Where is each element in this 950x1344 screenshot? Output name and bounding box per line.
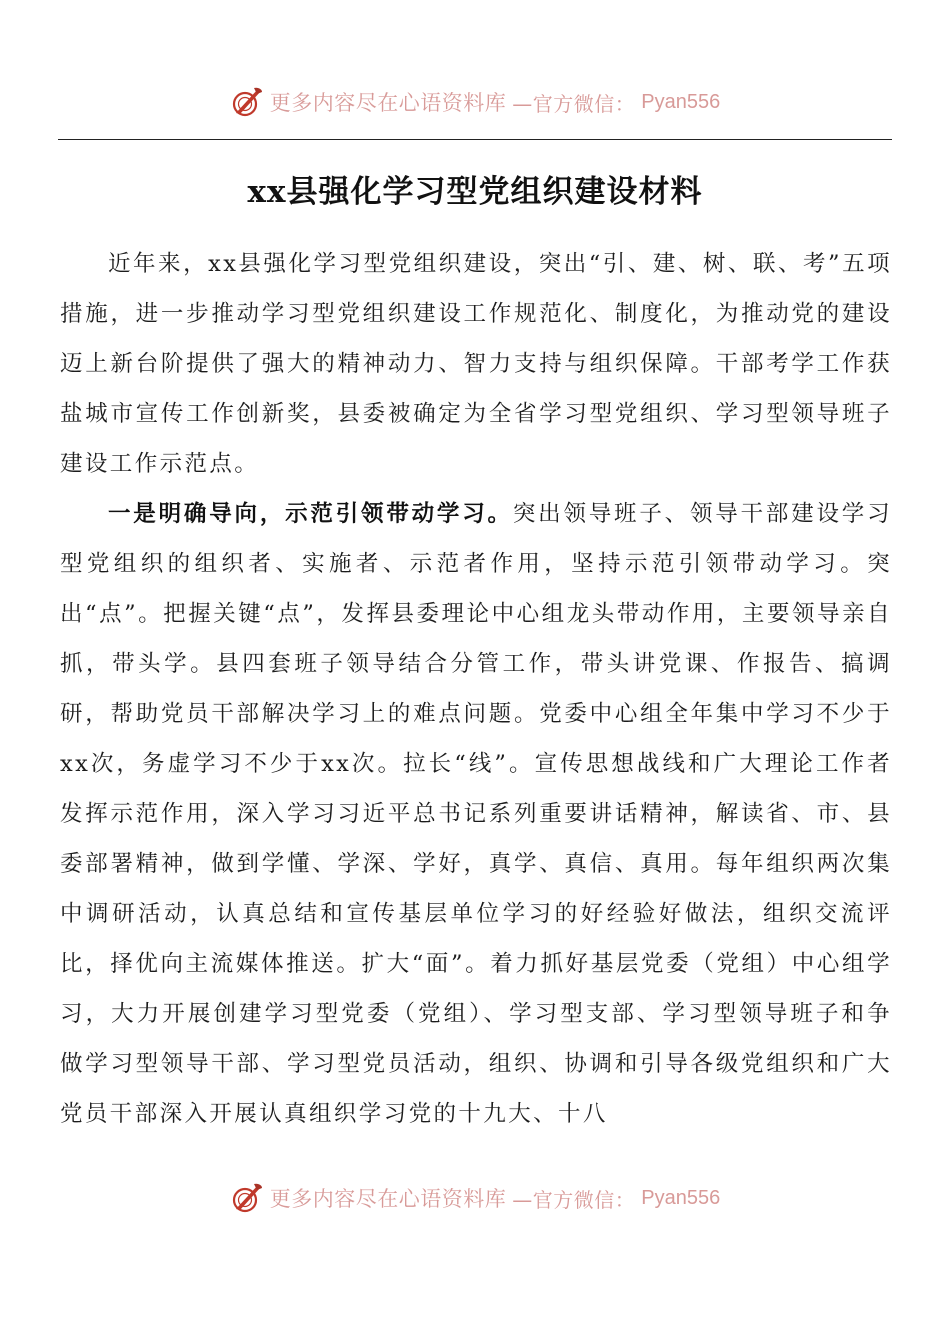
banner-wechat-id: Pyan556 [641,1186,721,1209]
banner-sub-text: —官方微信： [512,1187,636,1212]
banner-main-text: 更多内容尽在心语资料库 [269,1187,507,1211]
intro-paragraph: 近年来，xx县强化学习型党组织建设，突出“引、建、树、联、考”五项措施，进一步推动学习型党组织建设工作规范化、制度化，为推动党的建设迈上新台阶提供了强大的精神动力、智力支持与组织保障。干部考学工作获盐城市宣传工作创新奖，县委被确定为全省学习型党组织、学习型领导班子建设工作示范点。 [60,251,892,477]
banner-main-text: 更多内容尽在心语资料库 [269,91,507,115]
banner-wechat-id: Pyan556 [641,90,721,113]
quill-logo-icon [230,1181,264,1215]
quill-logo-icon [230,85,264,119]
banner-sub-text: —官方微信： [512,91,636,116]
footer-watermark-banner [0,1178,950,1218]
header-watermark-banner [0,82,950,122]
section-one-text: 突出领导班子、领导干部建设学习型党组织的组织者、实施者、示范者作用，坚持示范引领带动学习。突出“点”。把握关键“点”，发挥县委理论中心组龙头带动作用，主要领导亲自抓，带头学。县四套班子领导结合分管工作，带头讲党课、作报告、搞调研，帮助党员干部解决学习上的难点问题。党委中心组全年集中学习不少于xx次，务虚学习不少于xx次。拉长“线”。宣传思想战线和广大理论工作者发挥示范作用，深入学习习近平总书记系列重要讲话精神，解读省、市、县委部署精神，做到学懂、学深、学好，真学、真信、真用。每年组织两次集中调研活动，认真总结和宣传基层单位学习的好经验好做法，组织交流评比，择优向主流媒体推送。扩大“面”。着力抓好基层党委（党组）中心组学习，大力开展创建学习型党委（党组）、学习型支部、学习型领导班子和争做学习型领导干部、学习型党员活动，组织、协调和引导各级党组织和广大党员干部深入开展认真组织学习党的十九大、十八 [60,501,892,1127]
header-divider [58,139,892,140]
document-title: xx县强化学习型党组织建设材料 [247,174,703,210]
section-one-lead: 一是明确导向，示范引领带动学习。 [108,501,513,527]
section-one-paragraph [60,489,892,1139]
document-body [60,239,892,1139]
